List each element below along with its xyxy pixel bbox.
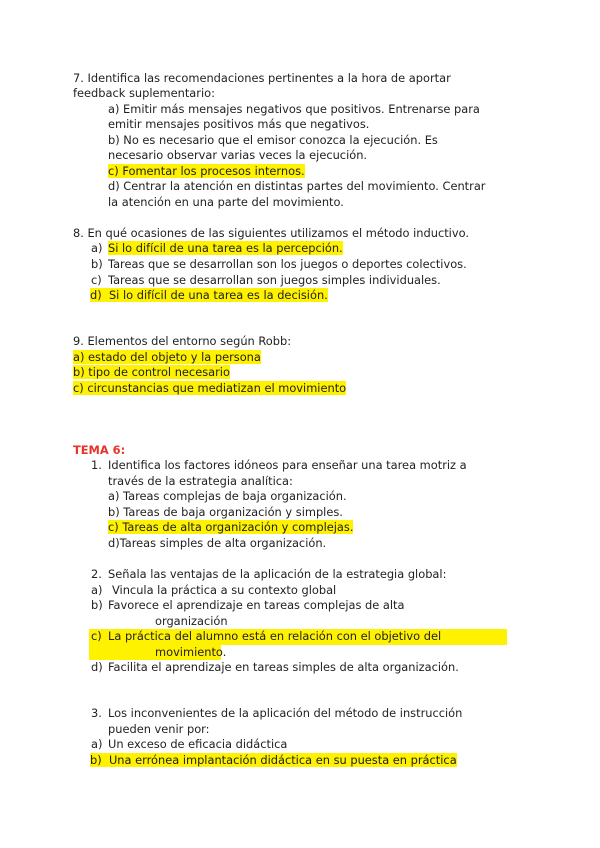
q7-option-d-line-2: la atención en una parte del movimiento.: [108, 195, 344, 209]
q8-option-a-label: a): [91, 241, 103, 255]
t2-option-b-label: b): [91, 598, 103, 612]
t3-option-b-highlight: [90, 753, 457, 767]
q8-option-a-highlight: Si lo difícil de una tarea es la percepción.: [108, 241, 343, 255]
t1-title-line-2: través de la estrategia analítica:: [108, 474, 293, 488]
t2-option-d-label: d): [91, 660, 103, 674]
q9-option-c-highlight: c) circunstancias que mediatizan el movimiento: [73, 381, 347, 395]
q8-title: 8. En qué ocasiones de las siguientes utilizamos el método inductivo.: [73, 226, 469, 240]
t1-option-c: [108, 520, 353, 535]
t1-option-d: d)Tareas simples de alta organización.: [108, 536, 327, 550]
t2-option-c-line-1: La práctica del alumno está en relación con el objetivo del: [108, 629, 442, 643]
q8-option-d-label: d): [90, 288, 102, 302]
t2-number: 2.: [91, 567, 102, 581]
q9-option-a: [73, 350, 261, 365]
t2-option-c-label: c): [91, 629, 102, 643]
t1-option-b: b) Tareas de baja organización y simples.: [108, 505, 343, 519]
t2-option-c-line-2: movimiento.: [155, 645, 227, 659]
t2-option-b-line-1: Favorece el aprendizaje en tareas complejas de alta: [108, 598, 405, 612]
q8-option-c-label: c): [91, 273, 102, 287]
q8-option-b-label: b): [91, 257, 103, 271]
q8-option-d-highlight: [90, 288, 328, 302]
q9-option-a-highlight: a) estado del objeto y la persona: [73, 350, 261, 364]
t1-option-c-highlight: c) Tareas de alta organización y complejas.: [108, 520, 354, 534]
q7-option-a-line-2: emitir mensajes positivos más que negativos.: [108, 117, 370, 131]
t1-option-a: a) Tareas complejas de baja organización.: [108, 489, 347, 503]
q8-option-a: [108, 241, 343, 256]
q7-option-c: [108, 164, 305, 179]
t3-option-a-label: a): [91, 737, 103, 751]
t2-option-d: Facilita el aprendizaje en tareas simples de alta organización.: [108, 660, 459, 674]
t2-option-a-label: a): [91, 583, 103, 597]
q9-title: 9. Elementos del entorno según Robb:: [73, 334, 292, 348]
t2-title: Señala las ventajas de la aplicación de la estrategia global:: [108, 567, 447, 581]
q8-option-c: Tareas que se desarrollan son juegos simples individuales.: [108, 273, 441, 287]
t3-option-b-label: b): [90, 753, 102, 767]
q7-option-b-line-2: necesario observar varias veces la ejecución.: [108, 148, 368, 162]
q7-option-b-line-1: b) No es necesario que el emisor conozca la ejecución. Es: [108, 133, 438, 147]
q7-title-line-1: 7. Identifica las recomendaciones pertinentes a la hora de aportar: [73, 71, 451, 85]
t3-title-line-1: Los inconvenientes de la aplicación del método de instrucción: [108, 706, 463, 720]
t2-option-a: Vincula la práctica a su contexto global: [112, 583, 337, 597]
t3-number: 3.: [91, 706, 102, 720]
q9-option-c: [73, 381, 346, 396]
q7-option-a-line-1: a) Emitir más mensajes negativos que positivos. Entrenarse para: [108, 102, 480, 116]
t3-option-a: Un exceso de eficacia didáctica: [108, 737, 288, 751]
t2-option-b-line-2: organización: [155, 614, 228, 628]
t1-title-line-1: Identifica los factores idóneos para enseñar una tarea motriz a: [108, 458, 467, 472]
q8-option-d-text: Si lo difícil de una tarea es la decisión.: [108, 288, 328, 302]
q8-option-d: [90, 288, 328, 303]
section-heading: TEMA 6:: [73, 443, 126, 457]
t3-option-b: [90, 753, 457, 768]
t3-option-b-text: Una errónea implantación didáctica en su puesta en práctica: [108, 753, 457, 767]
q7-title-line-2: feedback suplementario:: [73, 86, 215, 100]
q7-option-c-highlight: c) Fomentar los procesos internos.: [108, 164, 305, 178]
q8-option-b: Tareas que se desarrollan son los juegos o deportes colectivos.: [108, 257, 467, 271]
t1-number: 1.: [91, 458, 102, 472]
q9-option-b-highlight: b) tipo de control necesario: [73, 365, 230, 379]
q7-option-d-line-1: d) Centrar la atención en distintas partes del movimiento. Centrar: [108, 179, 486, 193]
t3-title-line-2: pueden venir por:: [108, 722, 210, 736]
q9-option-b: [73, 365, 230, 380]
